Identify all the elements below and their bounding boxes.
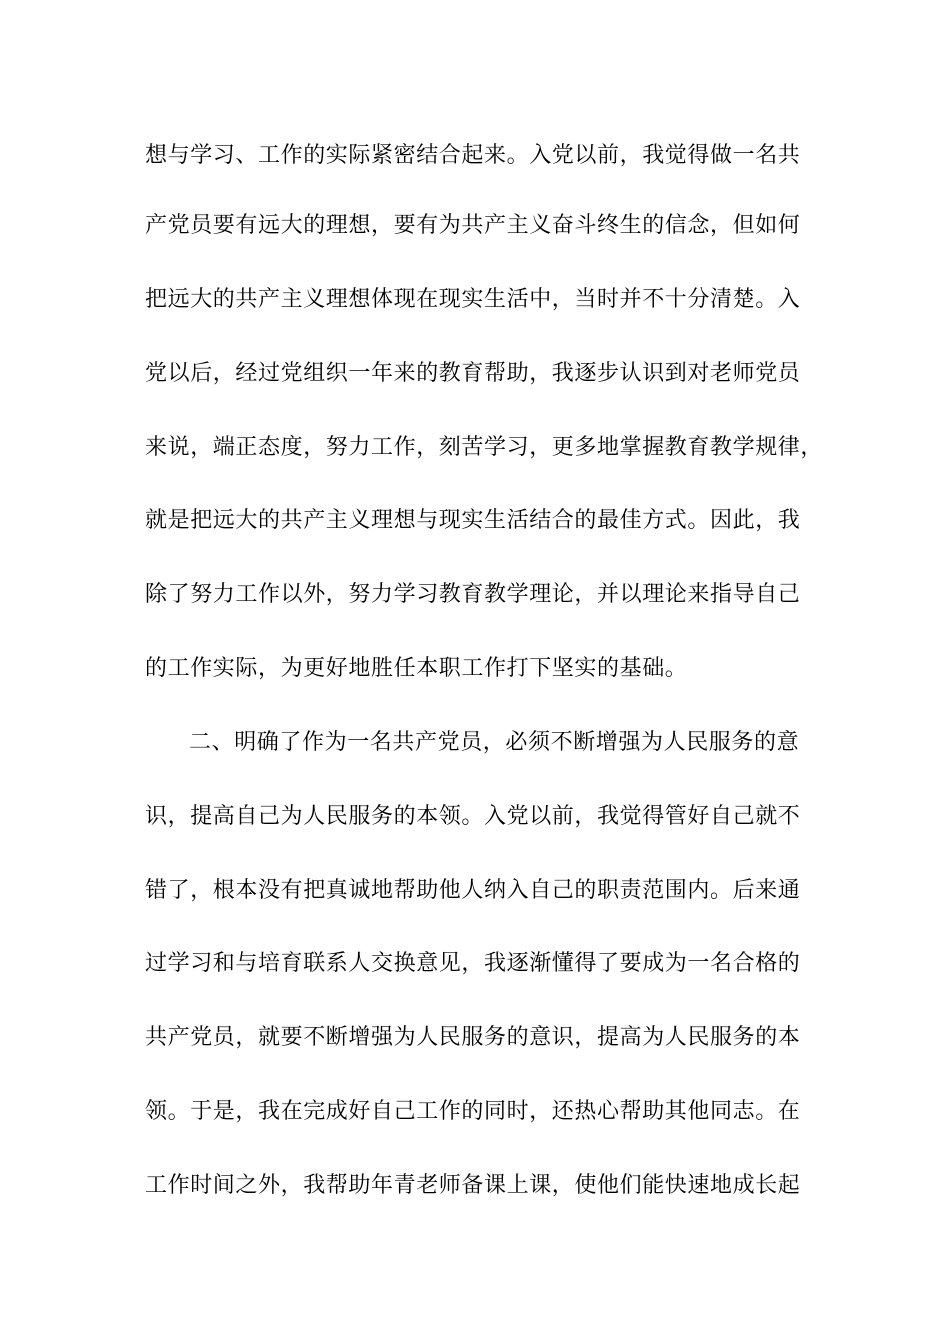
text-line: 来说，端正态度，努力工作，刻苦学习，更多地掌握教育教学规律， (145, 435, 824, 460)
text-line: 产党员要有远大的理想，要有为共产主义奋斗终生的信念，但如何 (145, 213, 801, 238)
text-line: 过学习和与培育联系人交换意见，我逐渐懂得了要成为一名合格的 (145, 951, 801, 976)
text-line: 错了，根本没有把真诚地帮助他人纳入自己的职责范围内。后来通 (145, 878, 801, 903)
text-line: 领。于是，我在完成好自己工作的同时，还热心帮助其他同志。在 (145, 1099, 801, 1124)
text-line: 把远大的共产主义理想体现在现实生活中，当时并不十分清楚。入 (145, 287, 801, 312)
text-line: 共产党员，就要不断增强为人民服务的意识，提高为人民服务的本 (145, 1025, 801, 1050)
text-line: 除了努力工作以外，努力学习教育教学理论，并以理论来指导自己 (145, 582, 801, 607)
paragraph-start-line: 二、明确了作为一名共产党员，必须不断增强为人民服务的意 (189, 730, 800, 755)
text-line: 想与学习、工作的实际紧密结合起来。入党以前，我觉得做一名共 (145, 143, 801, 168)
text-line: 识，提高自己为人民服务的本领。入党以前，我觉得管好自己就不 (145, 804, 801, 829)
text-line: 工作时间之外，我帮助年青老师备课上课，使他们能快速地成长起 (145, 1173, 801, 1198)
text-line: 就是把远大的共产主义理想与现实生活结合的最佳方式。因此，我 (145, 508, 801, 533)
text-line: 的工作实际，为更好地胜任本职工作打下坚实的基础。 (145, 656, 688, 681)
text-line: 党以后，经过党组织一年来的教育帮助，我逐步认识到对老师党员 (145, 361, 801, 386)
